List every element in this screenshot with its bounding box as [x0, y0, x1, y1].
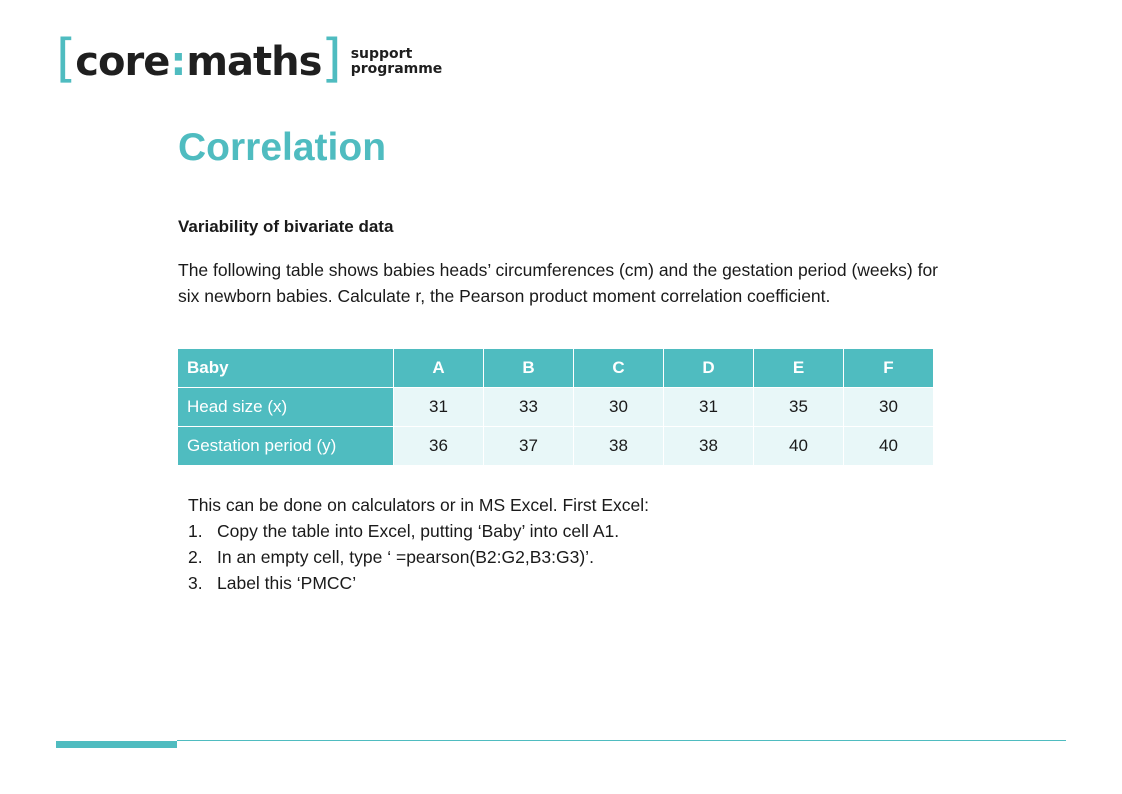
logo-colon: :: [170, 39, 186, 85]
step-text: Label this ‘PMCC’: [217, 573, 357, 593]
core-maths-logo: [56, 29, 443, 89]
table-header-row: [178, 349, 934, 388]
table-cell: 40: [844, 427, 934, 466]
logo-word-core: core: [75, 39, 170, 85]
header-cell: A: [394, 349, 484, 388]
step-number: 2.: [188, 547, 203, 567]
step-number: 1.: [188, 521, 203, 541]
logo-subtitle-line2: programme: [350, 61, 443, 77]
table-row: [178, 427, 934, 466]
footer-rule: [177, 740, 1066, 741]
row-label: Gestation period (y): [178, 427, 394, 466]
logo-subtitle: [351, 47, 443, 77]
header-cell: Baby: [178, 349, 394, 388]
logo-word-maths: maths: [186, 39, 322, 85]
intro-paragraph: The following table shows babies heads’ circumferences (cm) and the gestation period (weeks) for six newborn babies. Calculate r, the Pearson product moment correlation coefficient.: [178, 260, 939, 306]
header-cell: C: [574, 349, 664, 388]
table-row: [178, 388, 934, 427]
step-number: 3.: [188, 573, 203, 593]
step-text: In an empty cell, type ‘ =pearson(B2:G2,B3:G3)’.: [217, 547, 594, 567]
list-item: [188, 544, 948, 570]
table-cell: 31: [394, 388, 484, 427]
page-title: Correlation: [178, 126, 387, 169]
table-cell: 31: [664, 388, 754, 427]
table-cell: 38: [664, 427, 754, 466]
data-table: [177, 348, 934, 466]
list-item: [188, 570, 948, 596]
table-cell: 38: [574, 427, 664, 466]
header-cell: B: [484, 349, 574, 388]
step-text: Copy the table into Excel, putting ‘Baby’ into cell A1.: [217, 521, 620, 541]
header-cell: D: [664, 349, 754, 388]
table-cell: 36: [394, 427, 484, 466]
logo-open-bracket: [: [56, 29, 76, 89]
logo-close-bracket: ]: [321, 29, 341, 89]
list-item: [188, 518, 948, 544]
table-cell: 30: [574, 388, 664, 427]
row-label: Head size (x): [178, 388, 394, 427]
instruction-steps: [188, 518, 948, 596]
table-cell: 40: [754, 427, 844, 466]
header-cell: F: [844, 349, 934, 388]
header-cell: E: [754, 349, 844, 388]
table-cell: 30: [844, 388, 934, 427]
table-cell: 33: [484, 388, 574, 427]
table-cell: 35: [754, 388, 844, 427]
instructions-lead: This can be done on calculators or in MS Excel. First Excel:: [188, 495, 650, 515]
logo-wordmark: [56, 29, 341, 89]
logo-subtitle-line1: support: [350, 46, 413, 62]
table-cell: 37: [484, 427, 574, 466]
excel-instructions: [188, 492, 948, 596]
footer-accent-bar: [56, 741, 177, 748]
section-heading: Variability of bivariate data: [178, 217, 394, 236]
